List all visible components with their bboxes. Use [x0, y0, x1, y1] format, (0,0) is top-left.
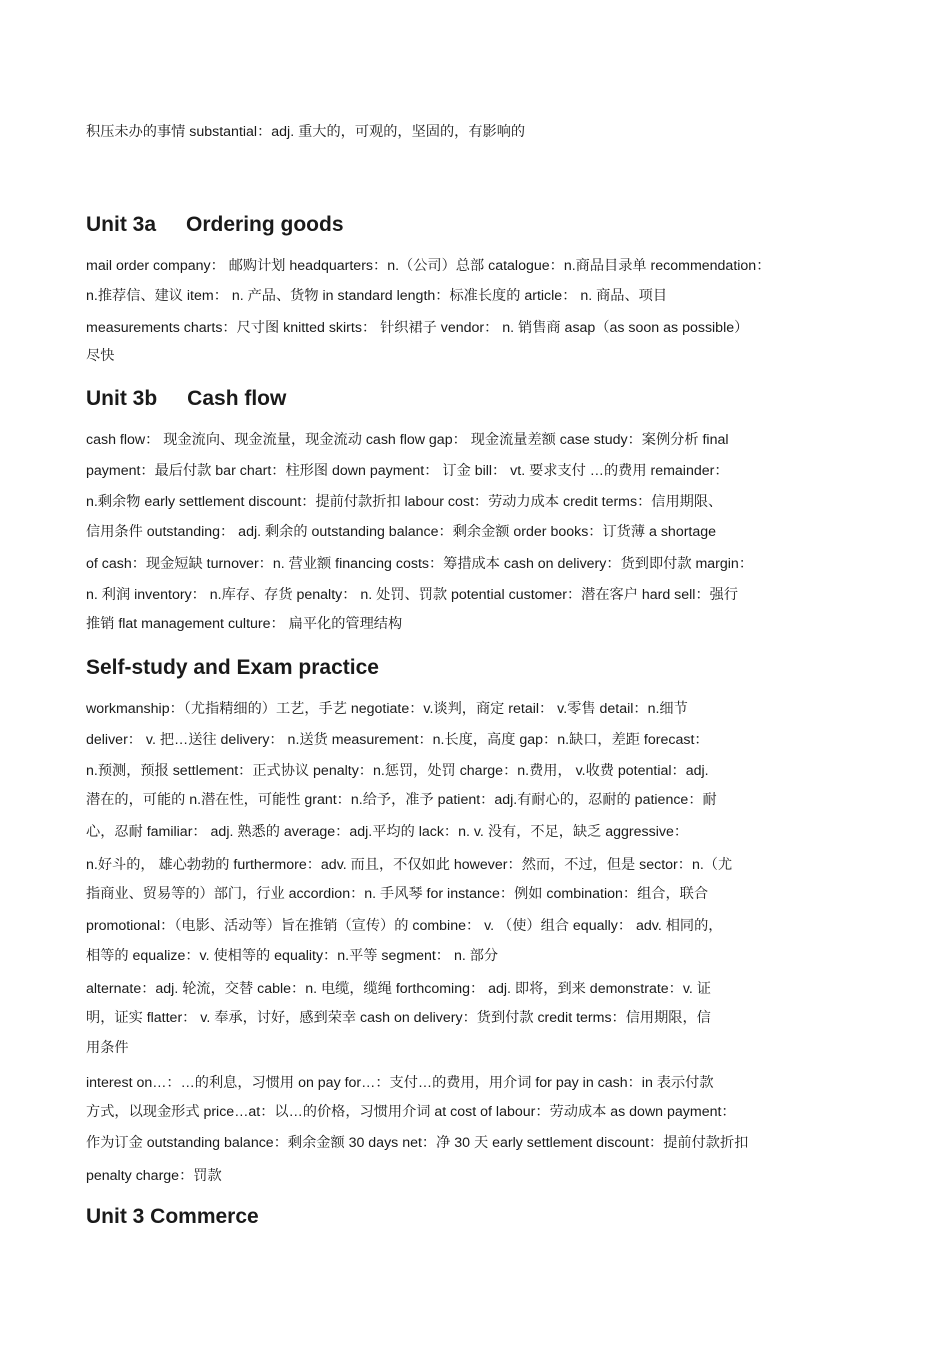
section-heading-unit-3-commerce: Unit 3 Commerce: [86, 1205, 259, 1228]
vocab-line: 信用条件 outstanding： adj. 剩余的 outstanding balance：剩余金额 order books：订货薄 a shortage: [86, 524, 717, 540]
section-title: Ordering goods: [186, 213, 344, 236]
vocab-line: alternate：adj. 轮流，交替 cable：n. 电缆，缆绳 forthcoming： adj. 即将，到来 demonstrate：v. 证: [86, 981, 711, 997]
vocab-line: 明，证实 flatter： v. 奉承，讨好，感到荣幸 cash on delivery：货到付款 credit terms：信用期限，信: [86, 1010, 711, 1026]
vocab-line: 指商业、贸易等的）部门，行业 accordion：n. 手风琴 for instance：例如 combination：组合，联合: [86, 886, 709, 902]
vocab-line: 用条件: [86, 1040, 129, 1056]
vocab-line: 方式，以现金形式 price…at：以…的价格，习惯用介词 at cost of labour：劳动成本 as down payment：: [86, 1104, 736, 1120]
intro-text-line: 积压未办的事情 substantial：adj. 重大的，可观的，坚固的，有影响的: [86, 124, 526, 140]
section-title: Cash flow: [187, 387, 287, 410]
vocab-line: penalty charge：罚款: [86, 1168, 222, 1184]
vocab-line: payment：最后付款 bar chart：柱形图 down payment： 订金 bill： vt. 要求支付 …的费用 remainder：: [86, 463, 729, 479]
vocab-line: n.剩余物 early settlement discount：提前付款折扣 labour cost：劳动力成本 credit terms：信用期限、: [86, 494, 723, 510]
vocab-line: 心，忍耐 familiar： adj. 熟悉的 average：adj.平均的 lack：n. v. 没有，不足，缺乏 aggressive：: [86, 824, 689, 840]
vocab-line: 潜在的，可能的 n.潜在性，可能性 grant：n.给予，准予 patient：adj.有耐心的，忍耐的 patience：耐: [86, 792, 717, 808]
vocab-line: n.预测，预报 settlement：正式协议 penalty：n.惩罚，处罚 charge：n.费用， v.收费 potential：adj.: [86, 763, 709, 779]
vocab-line: workmanship：（尤指精细的）工艺，手艺 negotiate：v.谈判，商定 retail： v.零售 detail：n.细节: [86, 701, 688, 717]
section-unit-label: Unit 3a: [86, 213, 157, 236]
vocab-line: n.推荐信、建议 item： n. 产品、货物 in standard length：标准长度的 article： n. 商品、项目: [86, 288, 668, 304]
vocab-line: interest on…：…的利息，习惯用 on pay for…：支付…的费用，用介词 for pay in cash：in 表示付款: [86, 1075, 714, 1091]
section-heading-unit-3b: [86, 386, 286, 412]
vocab-line: promotional：（电影、活动等）旨在推销（宣传）的 combine： v. （使）组合 equally： adv. 相同的，: [86, 918, 723, 934]
vocab-line: cash flow： 现金流向、现金流量，现金流动 cash flow gap： 现金流量差额 case study：案例分析 final: [86, 432, 729, 448]
section-heading-unit-3a: [86, 212, 344, 238]
vocab-line: mail order company： 邮购计划 headquarters：n.（公司）总部 catalogue：n.商品目录单 recommendation：: [86, 258, 771, 274]
section-heading-self-study: Self-study and Exam practice: [86, 656, 379, 679]
vocab-line: n.好斗的， 雄心勃勃的 furthermore：adv. 而且，不仅如此 however：然而，不过，但是 sector：n.（尤: [86, 857, 733, 873]
vocab-line: 作为订金 outstanding balance：剩余金额 30 days net：净 30 天 early settlement discount：提前付款折扣: [86, 1135, 749, 1151]
section-unit-label: Unit 3b: [86, 387, 158, 410]
vocab-line: 尽快: [86, 348, 115, 364]
vocab-line: 推销 flat management culture： 扁平化的管理结构: [86, 616, 403, 632]
vocab-line: n. 利润 inventory： n.库存、存货 penalty： n. 处罚、罚款 potential customer：潜在客户 hard sell：强行: [86, 587, 739, 603]
vocab-line: deliver： v. 把…送往 delivery： n.送货 measurement：n.长度，高度 gap：n.缺口，差距 forecast：: [86, 732, 709, 748]
vocab-line: measurements charts：尺寸图 knitted skirts： 针织裙子 vendor： n. 销售商 asap（as soon as possible）: [86, 320, 749, 336]
vocab-line: of cash：现金短缺 turnover：n. 营业额 financing costs：筹措成本 cash on delivery：货到即付款 margin：: [86, 556, 754, 572]
vocab-line: 相等的 equalize：v. 使相等的 equality：n.平等 segment： n. 部分: [86, 948, 499, 964]
